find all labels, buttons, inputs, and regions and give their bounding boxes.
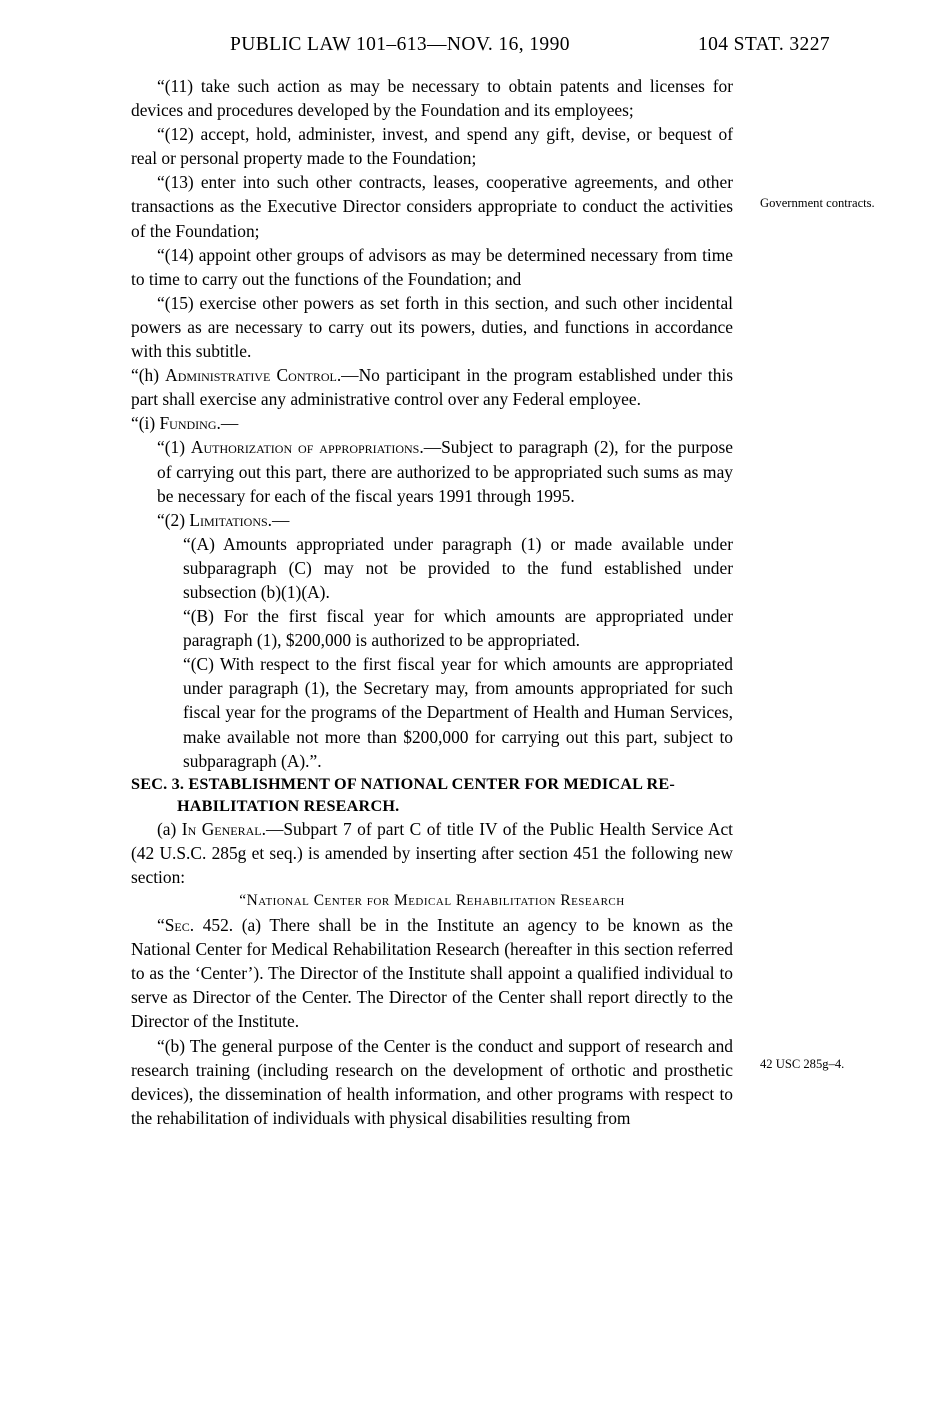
- subsection-h-lead: “(h): [131, 365, 166, 386]
- margin-note-usc-citation: 42 USC 285g–4.: [760, 1057, 845, 1071]
- section-3-subsection-a: [131, 817, 733, 889]
- subsection-i-text: —: [220, 413, 239, 434]
- subsection-h-text: —No participant in the program established under this part shall exercise any administrative control over any Federal employee.: [131, 365, 733, 410]
- running-head-center: PUBLIC LAW 101–613—NOV. 16, 1990: [230, 34, 570, 55]
- paragraph-14: “(14) appoint other groups of advisors as may be determined necessary from time to time to carry out the functions of the Foundation; and: [131, 244, 733, 289]
- paragraph-i-2: [131, 508, 733, 532]
- section-452-label: “Sec. 452.: [157, 915, 234, 936]
- paragraph-i-1-lead: “(1): [157, 437, 191, 458]
- section-3-subsection-a-lead: (a): [157, 818, 182, 839]
- paragraph-12: “(12) accept, hold, administer, invest, and spend any gift, devise, or bequest of real or personal property made to the Foundation;: [131, 124, 733, 169]
- section-452-subsection-b: “(b) The general purpose of the Center is the conduct and support of research and research training (including research on the development of orthotic and prosthetic devices), the dissemination of health information, and other programs with respect to the rehabilitation of individuals with physical disabilities resulting from: [131, 1035, 733, 1128]
- paragraph-i-2-caption: Limitations.: [189, 509, 273, 530]
- section-3-heading-line1: SEC. 3. ESTABLISHMENT OF NATIONAL CENTER FOR MEDICAL RE-: [131, 774, 675, 793]
- center-heading-national-center: “National Center for Medical Rehabilitation Research: [239, 892, 625, 909]
- body-column: [131, 74, 733, 1130]
- subsection-i-caption: Funding.: [159, 413, 221, 434]
- margin-note-government-contracts: Government contracts.: [760, 196, 875, 210]
- section-452-subsection-a: [131, 913, 733, 1033]
- section-3-heading-line2: HABILITATION RESEARCH.: [177, 796, 400, 815]
- paragraph-15: “(15) exercise other powers as set forth in this section, and such other incidental powers as are necessary to carry out its powers, duties, and functions in accordance with this subtitle.: [131, 292, 733, 362]
- paragraph-i-1-text: —Subject to paragraph (2), for the purpose of carrying out this part, there are authorized to be appropriated such sums as may be necessary for each of the fiscal years 1991 through 1995.: [157, 437, 733, 506]
- paragraph-i-1-caption: Authorization of appropriations.: [190, 437, 424, 458]
- section-452-subsection-a-text: (a) There shall be in the Institute an agency to be known as the National Center for Medical Rehabilitation Research (hereafter in this section referred to as the ‘Center’). The Director of the Institute shall appoint a qualified individual to serve as Director of the Center. The Director of the Center shall report directly to the Director of the Institute.: [131, 915, 733, 1032]
- paragraph-11: “(11) take such action as may be necessary to obtain patents and licenses for devices and procedures developed by the Foundation and its employees;: [131, 76, 733, 121]
- subsection-i: [131, 411, 733, 435]
- subsection-h-caption: Administrative Control.: [165, 365, 342, 386]
- subparagraph-c: “(C) With respect to the first fiscal year for which amounts are appropriated under paragraph (1), the Secretary may, from amounts appropriated for such fiscal year for the programs of the Department of Health and Human Services, make available not more than $200,000 for carrying out this part, subject to subparagraph (A).”.: [183, 654, 733, 771]
- paragraph-i-2-text: —: [272, 509, 290, 530]
- subparagraph-b: “(B) For the first fiscal year for which amounts are appropriated under paragraph (1), $200,000 is authorized to be appropriated.: [183, 606, 733, 651]
- section-3-heading: [131, 773, 733, 817]
- subparagraph-a: “(A) Amounts appropriated under paragraph (1) or made available under subparagraph (C) may not be provided to the fund established under subsection (b)(1)(A).: [183, 533, 733, 602]
- subsection-h: [131, 363, 733, 411]
- running-head-right: 104 STAT. 3227: [697, 34, 830, 55]
- section-3-subsection-a-text: —Subpart 7 of part C of title IV of the Public Health Service Act (42 U.S.C. 285g et seq.) is amended by inserting after section 451 the following new section:: [131, 818, 733, 887]
- paragraph-13: “(13) enter into such other contracts, leases, cooperative agreements, and other transactions as the Executive Director considers appropriate to conduct the activities of the Foundation;: [131, 172, 733, 241]
- paragraph-i-2-lead: “(2): [157, 509, 190, 530]
- paragraph-i-1: [131, 435, 733, 507]
- subsection-i-lead: “(i): [131, 413, 160, 434]
- section-3-subsection-a-caption: In General.: [181, 818, 266, 839]
